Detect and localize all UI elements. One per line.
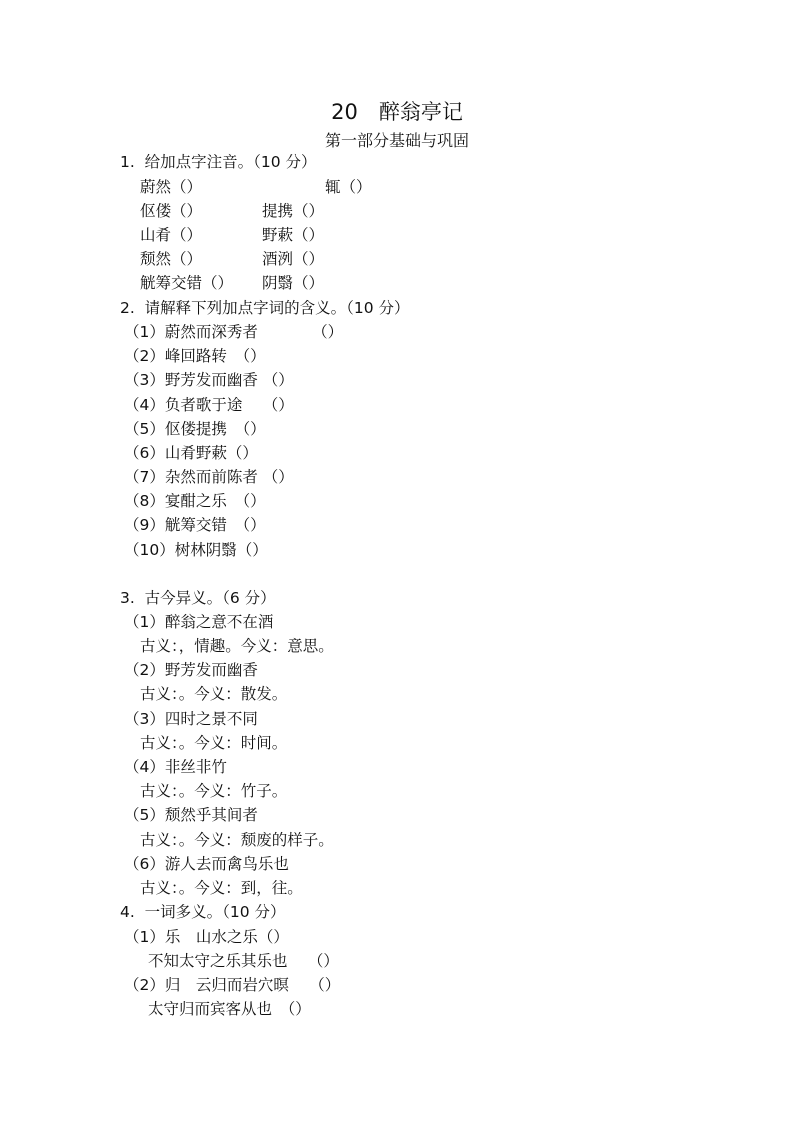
- q2-item: （2）峰回路转 （）: [124, 347, 266, 365]
- q2-item: （3）野芳发而幽香 （）: [124, 371, 294, 389]
- q2-item: （8）宴酣之乐 （）: [124, 492, 266, 510]
- q2-item: （1）蔚然而深秀者 （）: [124, 323, 344, 341]
- q1-item: 山肴（）: [140, 226, 203, 244]
- q4-heading: 4. 一词多义。（10 分）: [120, 903, 286, 921]
- q1-item: 酒洌（）: [262, 250, 325, 268]
- q2-item: （10）树林阴翳（）: [124, 541, 268, 559]
- q2-item: （4）负者歌于途 （）: [124, 396, 294, 414]
- q1-item: 蔚然（）: [140, 178, 203, 196]
- q4-line: 不知太守之乐其乐也 （）: [148, 952, 339, 970]
- q3-phrase: （2）野芳发而幽香: [124, 661, 258, 679]
- q1-item: 颓然（）: [140, 250, 203, 268]
- q1-item: 阴翳（）: [262, 274, 325, 292]
- q3-phrase: （3）四时之景不同: [124, 710, 258, 728]
- q2-heading: 2. 请解释下列加点字词的含义。（10 分）: [120, 299, 410, 317]
- q1-item: 伛偻（）: [140, 202, 203, 220]
- q3-answer: 古义：。今义：散发。: [140, 685, 288, 703]
- q3-heading: 3. 古今异义。（6 分）: [120, 589, 276, 607]
- q2-item: （5）伛偻提携 （）: [124, 420, 266, 438]
- q3-answer: 古义：。今义：颓废的样子。: [140, 831, 334, 849]
- q3-phrase: （6）游人去而禽鸟乐也: [124, 855, 289, 873]
- q1-item: 辄（）: [325, 178, 372, 196]
- q1-item: 提携（）: [262, 202, 325, 220]
- q4-line: （1）乐 山水之乐（）: [124, 928, 289, 946]
- page-title: 20 醉翁亭记: [331, 100, 463, 124]
- q4-line: 太守归而宾客从也 （）: [148, 1000, 311, 1018]
- q3-answer: 古义：，情趣。今义：意思。: [140, 637, 334, 655]
- q3-answer: 古义：。今义：竹子。: [140, 782, 288, 800]
- q1-heading: 1. 给加点字注音。（10 分）: [120, 153, 317, 171]
- q4-line: （2）归 云归而岩穴暝 （）: [124, 976, 341, 994]
- q1-item: 野蔌（）: [262, 226, 325, 244]
- q3-answer: 古义：。今义：到，往。: [140, 879, 303, 897]
- page-subtitle: 第一部分基础与巩固: [324, 131, 469, 150]
- q3-phrase: （1）醉翁之意不在酒: [124, 613, 274, 631]
- q3-answer: 古义：。今义：时间。: [140, 734, 288, 752]
- q2-item: （6）山肴野蔌（）: [124, 444, 258, 462]
- q1-item: 觥筹交错（）: [140, 274, 234, 292]
- q2-item: （9）觥筹交错 （）: [124, 516, 266, 534]
- q3-phrase: （5）颓然乎其间者: [124, 806, 258, 824]
- q2-item: （7）杂然而前陈者 （）: [124, 468, 294, 486]
- q3-phrase: （4）非丝非竹: [124, 758, 227, 776]
